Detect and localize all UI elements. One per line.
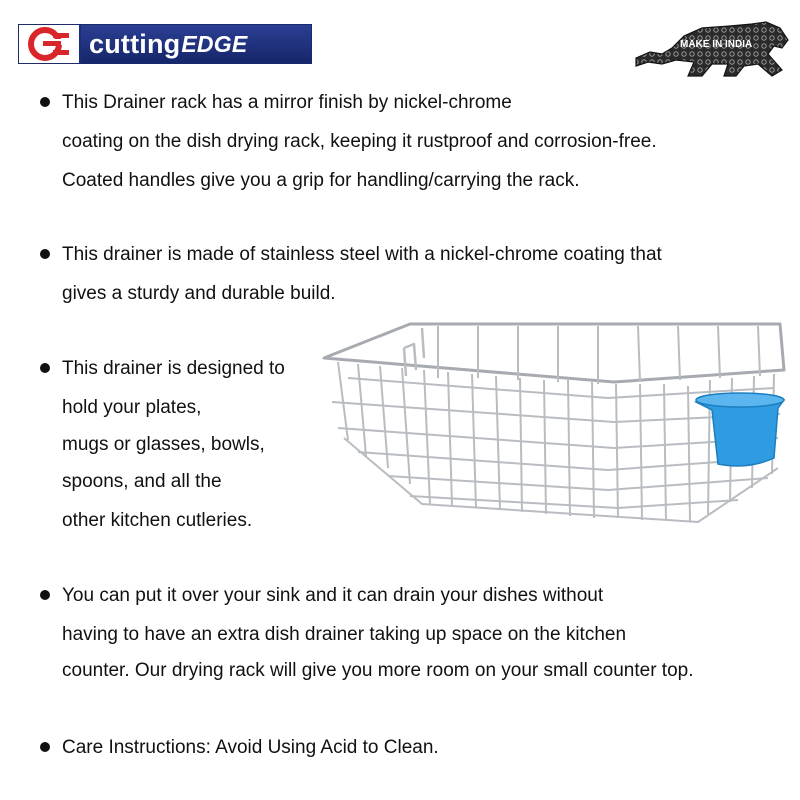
brand-name-part1: cutting bbox=[89, 28, 181, 59]
bullet-3-line-1: This drainer is designed to bbox=[62, 358, 285, 379]
bullet-1-line-3: Coated handles give you a grip for handling/carrying the rack. bbox=[62, 170, 580, 191]
bullet-dot-icon bbox=[40, 590, 50, 600]
bullet-2-line-2: gives a sturdy and durable build. bbox=[62, 283, 336, 304]
bullet-3-line-5: other kitchen cutleries. bbox=[62, 510, 253, 531]
bullet-1-line-1: This Drainer rack has a mirror finish by nickel-chrome bbox=[62, 92, 512, 113]
bullet-2-line-1: This drainer is made of stainless steel with a nickel-chrome coating that bbox=[62, 244, 662, 265]
bullet-4-line-3: counter. Our drying rack will give you more room on your small counter top. bbox=[62, 660, 694, 681]
brand-logo bbox=[18, 24, 312, 64]
bullet-dot-icon bbox=[40, 742, 50, 752]
bullet-1-line-2: coating on the dish drying rack, keeping it rustproof and corrosion-free. bbox=[62, 131, 657, 152]
brand-name-part2: EDGE bbox=[181, 30, 248, 57]
make-in-india-badge bbox=[632, 18, 792, 80]
bullet-dot-icon bbox=[40, 363, 50, 373]
make-in-india-lion-icon bbox=[632, 18, 792, 80]
drainer-rack-illustration bbox=[318, 318, 790, 546]
bullet-5-line-1: Care Instructions: Avoid Using Acid to Clean. bbox=[62, 737, 439, 758]
bullet-4-line-2: having to have an extra dish drainer taking up space on the kitchen bbox=[62, 624, 627, 645]
make-in-india-text: MAKE IN INDIA bbox=[680, 39, 753, 50]
bullet-dot-icon bbox=[40, 249, 50, 259]
bullet-4-line-1: You can put it over your sink and it can drain your dishes without bbox=[62, 585, 604, 606]
bullet-dot-icon bbox=[40, 97, 50, 107]
bullet-3-line-3: mugs or glasses, bowls, bbox=[62, 434, 265, 455]
brand-logo-icon bbox=[19, 25, 81, 63]
bullet-3-line-4: spoons, and all the bbox=[62, 471, 222, 492]
product-image-drainer-rack bbox=[318, 318, 790, 546]
brand-name bbox=[81, 25, 311, 63]
bullet-3-line-2: hold your plates, bbox=[62, 397, 202, 418]
